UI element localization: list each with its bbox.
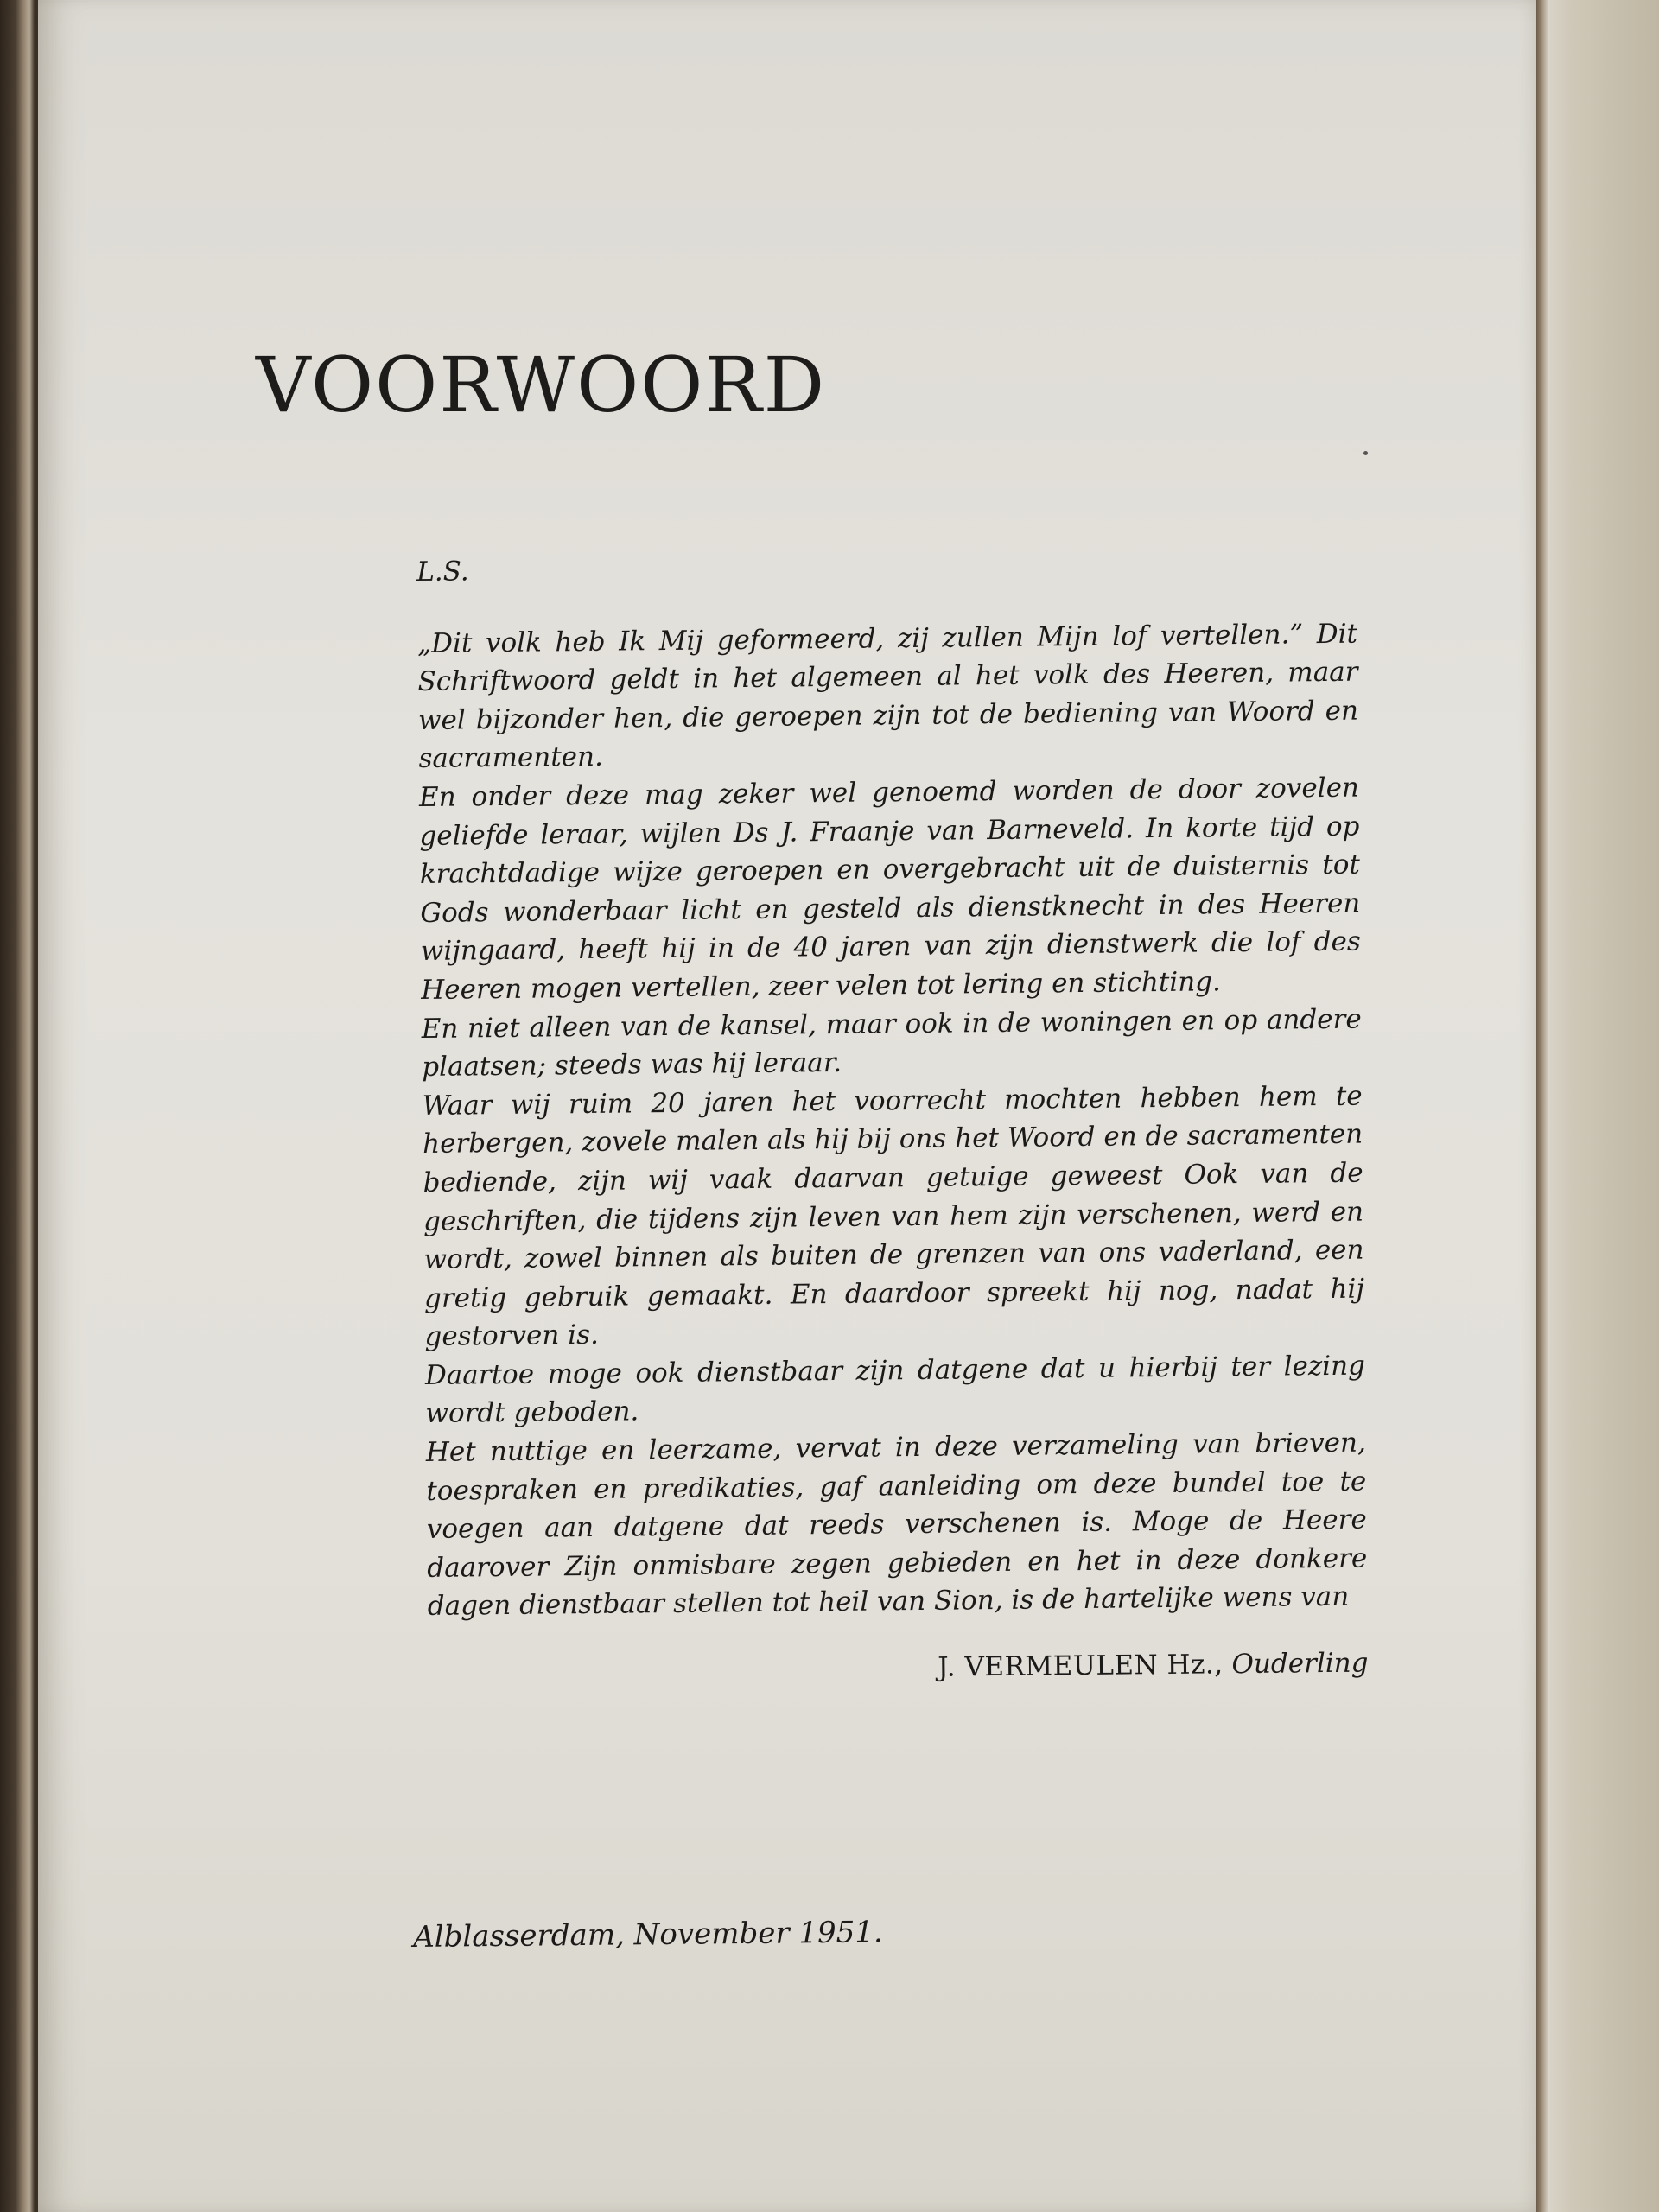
salutation: L.S. — [416, 556, 469, 588]
paragraph: En onder deze mag zeker wel genoemd worden de door zovelen geliefde leraar, wijlen Ds J. Fraanje van Barneveld. In korte tijd op krachtdadige wijze geroepen en overgebracht uit de duisternis tot Gods wonderbaar licht en gesteld als dienstknecht in des Heeren wijngaard, heeft hij in de 40 jaren van zijn dienstwerk die lof des Heeren mogen vertellen, zeer velen tot lering en stichting. — [418, 772, 1361, 1006]
paragraph: Waar wij ruim 20 jaren het voorrecht mochten hebben hem te herbergen, zovele malen als hij bij ons het Woord en de sacramenten bediende, zijn wij vaak daarvan getuige geweest Ook van de geschriften, die tijdens zijn leven van hem zijn verschenen, werd en wordt, zowel binnen als buiten de grenzen van ons vaderland, een gretig gebruik gemaakt. En daardoor spreekt hij nog, nadat hij gestorven is. — [422, 1080, 1365, 1353]
paragraph: Daartoe moge ook dienstbaar zijn datgene dat u hierbij ter lezing wordt geboden. — [424, 1350, 1366, 1430]
book-page — [38, 0, 1536, 2212]
page-title: VOORWOORD — [256, 340, 827, 429]
signature — [428, 1644, 1368, 1693]
paper-speck — [1363, 451, 1368, 455]
page-edge — [1536, 0, 1659, 2212]
signature-name: J. VERMEULEN Hz., — [938, 1649, 1224, 1683]
place-date: Alblasserdam, November 1951. — [413, 1915, 883, 1955]
paragraph: „Dit volk heb Ik Mij geformeerd, zij zullen Mijn lof vertellen.” Dit Schriftwoord geldt in het algemeen al het volk des Heeren, maar wel bijzonder hen, die geroepen zijn tot de bediening van Woord en sacramenten. — [416, 618, 1359, 775]
foreword-body — [416, 543, 1369, 1693]
paragraph: Het nuttige en leerzame, vervat in deze verzameling van brieven, toespraken en predikaties, gaf aanleiding om deze bundel toe te voegen aan datgene dat reeds verschenen is. Moge de Heere daarover Zijn onmisbare zegen gebieden en het in deze donkere dagen dienstbaar stellen tot heil van Sion, is de hartelijke wens van — [425, 1427, 1368, 1623]
signature-title: Ouderling — [1231, 1647, 1369, 1681]
paragraph: En niet alleen van de kansel, maar ook in de woningen en op andere plaatsen; steeds was hij leraar. — [421, 1003, 1362, 1084]
